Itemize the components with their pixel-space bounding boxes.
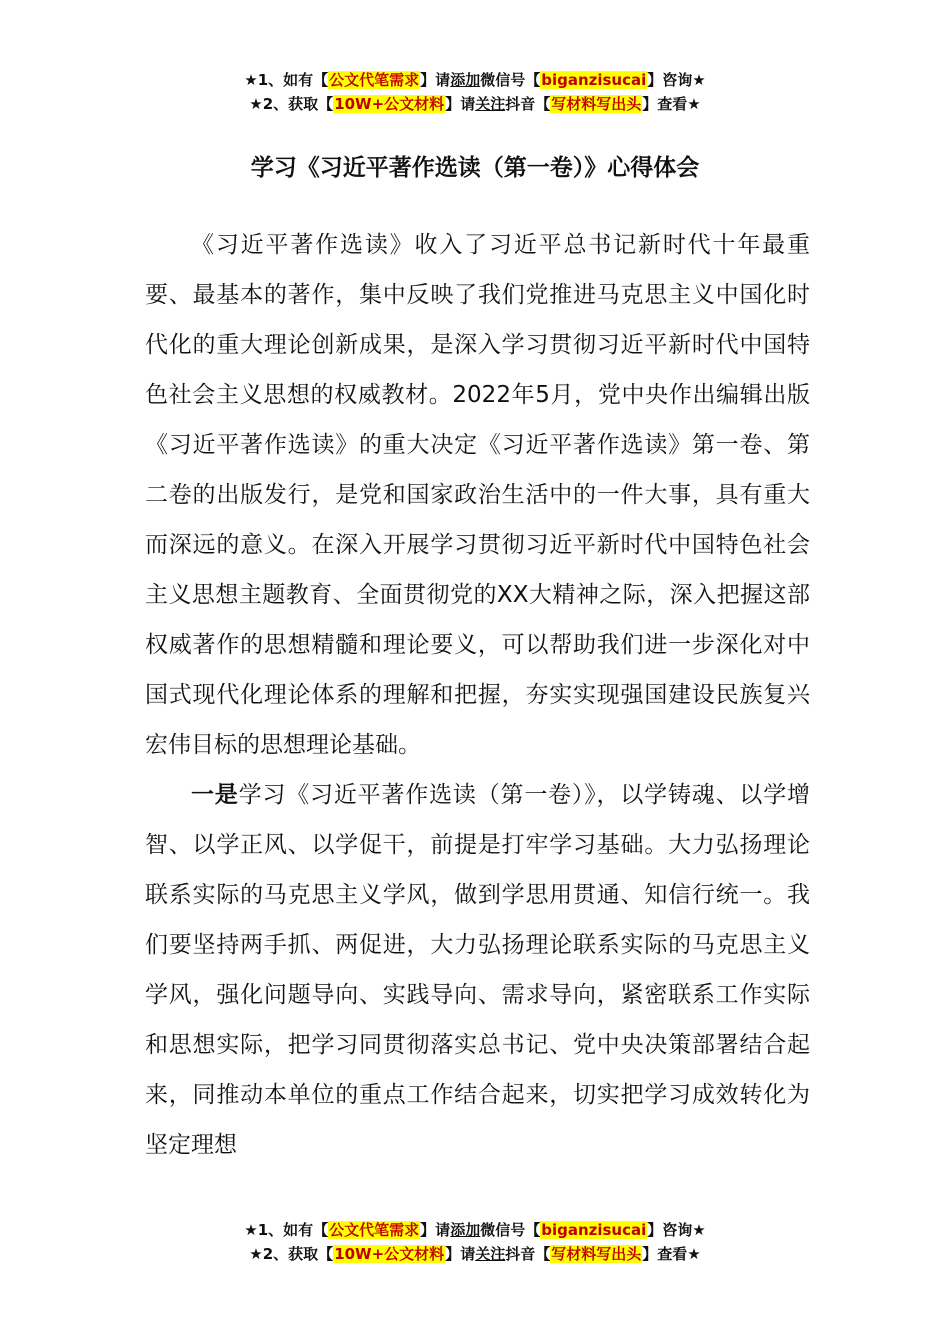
- banner-text: 】咨询★: [647, 1221, 706, 1239]
- banner-text: 】请: [420, 71, 451, 89]
- banner-text: 】请: [420, 1221, 451, 1239]
- banner-highlight: 写材料写出头: [551, 95, 642, 113]
- banner-text: 】查看★: [642, 1245, 701, 1263]
- banner-text: ★2、获取【: [249, 95, 334, 113]
- banner-highlight: biganzisucai: [541, 1221, 647, 1239]
- banner-highlight: 公文代笔需求: [329, 71, 420, 89]
- banner-text: 抖音【: [505, 95, 551, 113]
- banner-underlined-text: 关注: [475, 1245, 506, 1263]
- document-title: 学习《习近平著作选读（第一卷）》心得体会: [250, 155, 700, 181]
- banner-highlight: 10W+公文材料: [334, 1245, 445, 1263]
- banner-text: ★1、如有【: [244, 71, 329, 89]
- paragraph-lead: 一是: [191, 782, 239, 808]
- banner-text: 】查看★: [642, 95, 701, 113]
- banner-text: 】咨询★: [647, 71, 706, 89]
- banner-highlight: biganzisucai: [541, 71, 647, 89]
- banner-text: 微信号【: [480, 1221, 541, 1239]
- banner-underlined-text: 关注: [475, 95, 506, 113]
- paragraph: [145, 770, 810, 1170]
- footer-banner: [0, 1218, 950, 1266]
- banner-highlight: 公文代笔需求: [329, 1221, 420, 1239]
- paragraph-text: 学习《习近平著作选读（第一卷）》，以学铸魂、以学增智、以学正风、以学促干，前提是打牢学习基础。大力弘扬理论联系实际的马克思主义学风，做到学思用贯通、知信行统一。我们要坚持两手抓、两促进，大力弘扬理论联系实际的马克思主义学风，强化问题导向、实践导向、需求导向，紧密联系工作实际和思想实际，把学习同贯彻落实总书记、党中央决策部署结合起来，同推动本单位的重点工作结合起来，切实把学习成效转化为坚定理想: [145, 782, 811, 1158]
- banner-line-2: [0, 92, 950, 116]
- banner-highlight: 10W+公文材料: [334, 95, 445, 113]
- banner-line-1: [0, 68, 950, 92]
- banner-text: 抖音【: [505, 1245, 551, 1263]
- banner-text: 】请: [445, 95, 476, 113]
- banner-line-1: [0, 1218, 950, 1242]
- banner-highlight: 写材料写出头: [551, 1245, 642, 1263]
- banner-text: 微信号【: [480, 71, 541, 89]
- banner-text: ★2、获取【: [249, 1245, 334, 1263]
- paragraph: 《习近平著作选读》收入了习近平总书记新时代十年最重要、最基本的著作，集中反映了我们党推进马克思主义中国化时代化的重大理论创新成果，是深入学习贯彻习近平新时代中国特色社会主义思想的权威教材。2022年5月，党中央作出编辑出版《习近平著作选读》的重大决定《习近平著作选读》第一卷、第二卷的出版发行，是党和国家政治生活中的一件大事，具有重大而深远的意义。在深入开展学习贯彻习近平新时代中国特色社会主义思想主题教育、全面贯彻党的XX大精神之际，深入把握这部权威著作的思想精髓和理论要义，可以帮助我们进一步深化对中国式现代化理论体系的理解和把握，夯实实现强国建设民族复兴宏伟目标的思想理论基础。: [145, 232, 810, 758]
- banner-underlined-text: 添加: [450, 1221, 481, 1239]
- document-body: [145, 220, 810, 1170]
- banner-text: 】请: [445, 1245, 476, 1263]
- banner-underlined-text: 添加: [450, 71, 481, 89]
- banner-text: ★1、如有【: [244, 1221, 329, 1239]
- header-banner: [0, 68, 950, 116]
- banner-line-2: [0, 1242, 950, 1266]
